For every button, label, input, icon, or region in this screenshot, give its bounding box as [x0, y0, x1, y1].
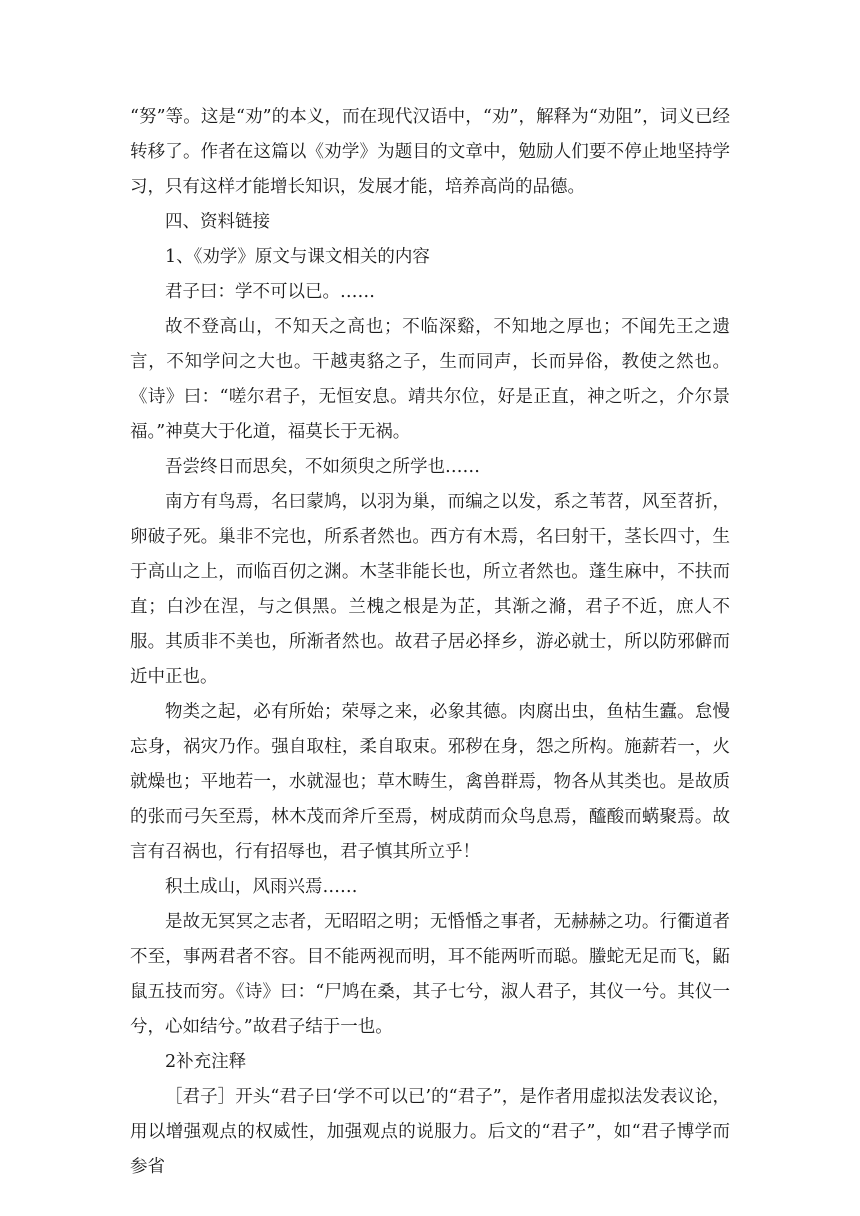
paragraph: 是故无冥冥之志者，无昭昭之明；无惛惛之事者，无赫赫之功。行衢道者不至，事两君者不容。目不能两视而明，耳不能两听而聪。螣蛇无足而飞，鼫鼠五技而穷。《诗》曰：“尸鸠在桑，其子七兮，淑人君子，其仪一兮。其仪一兮，心如结兮。”故君子结于一也。: [130, 912, 730, 1037]
subsection-heading: 1、《劝学》原文与课文相关的内容: [165, 247, 430, 267]
section-heading: 四、资料链接: [165, 212, 270, 232]
paragraph: 积土成山，风雨兴焉……: [165, 877, 358, 897]
paragraph: ［君子］开头“君子曰‘学不可以已’的“君子”，是作者用虚拟法发表议论，用以增强观点的权威性，加强观点的说服力。后文的“君子”，如“君子博学而参省: [130, 1087, 730, 1177]
paragraph: 物类之起，必有所始；荣辱之来，必象其德。肉腐出虫，鱼枯生蠹。怠慢忘身，祸灾乃作。强自取柱，柔自取束。邪秽在身，怨之所构。施薪若一，火就燥也；平地若一，水就湿也；草木畴生，禽兽群焉，物各从其类也。是故质的张而弓矢至焉，林木茂而斧斤至焉，树成荫而众鸟息焉，醯酸而蜹聚焉。故言有召祸也，行有招辱也，君子慎其所立乎！: [130, 702, 730, 862]
subsection-heading: 2补充注释: [165, 1052, 247, 1072]
paragraph: 故不登高山，不知天之高也；不临深谿，不知地之厚也；不闻先王之遗言，不知学问之大也。干越夷貉之子，生而同声，长而异俗，教使之然也。《诗》曰：“嗟尔君子，无恒安息。靖共尔位，好是正直，神之听之，介尔景福。”神莫大于化道，福莫长于无祸。: [130, 317, 730, 442]
paragraph: 南方有鸟焉，名曰蒙鸠，以羽为巢，而编之以发，系之苇苕，风至苕折，卵破子死。巢非不完也，所系者然也。西方有木焉，名曰射干，茎长四寸，生于高山之上，而临百仞之渊。木茎非能长也，所立者然也。蓬生麻中，不扶而直；白沙在涅，与之俱黑。兰槐之根是为芷，其渐之滫，君子不近，庶人不服。其质非不美也，所渐者然也。故君子居必择乡，游必就士，所以防邪僻而近中正也。: [130, 492, 730, 687]
paragraph: 君子曰：学不可以已。……: [165, 282, 375, 302]
paragraph: 吾尝终日而思矣，不如须臾之所学也……: [165, 457, 480, 477]
document-page: [130, 100, 730, 1185]
paragraph: “努”等。这是“劝”的本义，而在现代汉语中，“劝”，解释为“劝阻”，词义已经转移了。作者在这篇以《劝学》为题目的文章中，勉励人们要不停止地坚持学习，只有这样才能增长知识，发展才能，培养高尚的品德。: [130, 107, 730, 197]
